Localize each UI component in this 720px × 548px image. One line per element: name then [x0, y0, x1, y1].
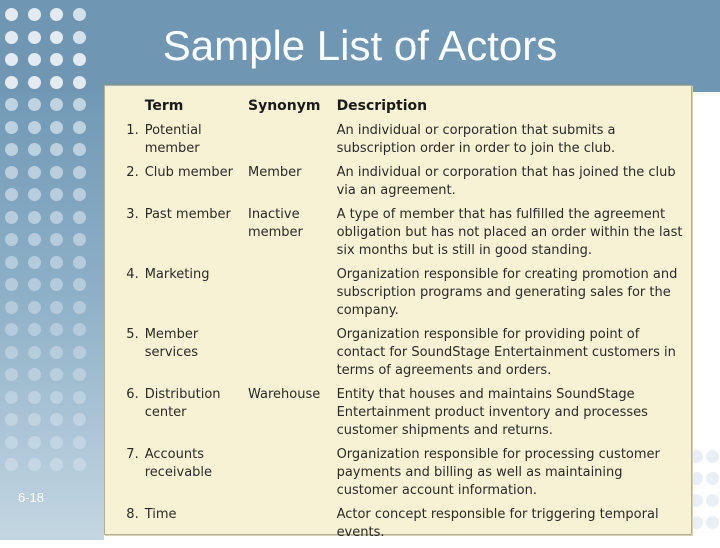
left-stripe: [0, 92, 104, 540]
decorative-dot: [5, 121, 18, 134]
table-row: [115, 506, 685, 548]
table-row: [115, 386, 685, 446]
decorative-dot: [28, 76, 41, 89]
decorative-dot: [73, 346, 86, 359]
decorative-dot: [73, 256, 86, 269]
decorative-dot: [50, 166, 63, 179]
decorative-dot: [5, 31, 18, 44]
decorative-dot: [50, 301, 63, 314]
row-number: 2.: [126, 165, 139, 180]
decorative-dot: [28, 391, 41, 404]
decorative-dot: [28, 436, 41, 449]
decorative-dot: [73, 413, 86, 426]
row-term: Potential member: [144, 123, 202, 156]
decorative-dot: [50, 391, 63, 404]
decorative-dot: [5, 346, 18, 359]
decorative-dot: [28, 256, 41, 269]
decorative-dot: [28, 346, 41, 359]
decorative-dot: [706, 450, 719, 463]
decorative-dot: [28, 413, 41, 426]
row-number: 4.: [126, 267, 139, 282]
decorative-dot: [73, 233, 86, 246]
decorative-dot: [50, 53, 63, 66]
decorative-dot: [5, 166, 18, 179]
decorative-dot: [5, 323, 18, 336]
decorative-dot: [5, 436, 18, 449]
row-description: Organization responsible for processing customer payments and billing as well as maintaining customer account information.: [336, 447, 660, 498]
decorative-dot: [28, 368, 41, 381]
header-term: Term: [144, 98, 184, 114]
decorative-dot: [73, 143, 86, 156]
decorative-dot: [50, 188, 63, 201]
table-row: [115, 446, 685, 506]
decorative-dot: [706, 494, 719, 507]
decorative-dot: [5, 391, 18, 404]
decorative-dot: [28, 458, 41, 471]
row-synonym: Member: [247, 165, 302, 180]
decorative-dot: [73, 391, 86, 404]
decorative-dot: [50, 256, 63, 269]
decorative-dot: [73, 188, 86, 201]
table-header-row: [115, 94, 685, 122]
header-number: [115, 94, 145, 122]
row-term: Member services: [144, 327, 199, 360]
decorative-dot: [28, 98, 41, 111]
decorative-dot: [73, 166, 86, 179]
row-term: Distribution center: [144, 387, 221, 420]
slide-title: Sample List of Actors: [162, 22, 558, 69]
row-term: Past member: [144, 207, 231, 222]
row-number: 5.: [126, 327, 139, 342]
row-description: Entity that houses and maintains SoundStage Entertainment product inventory and processes customer shipments and returns.: [336, 387, 648, 438]
decorative-dot: [50, 233, 63, 246]
decorative-dot: [28, 323, 41, 336]
slide-number: 6-18: [18, 490, 45, 505]
table-row: [115, 326, 685, 386]
decorative-dot: [5, 188, 18, 201]
decorative-dot: [5, 76, 18, 89]
row-synonym: [248, 122, 337, 164]
row-description: A type of member that has fulfilled the agreement obligation but has not placed an order within the last six months but is still in good standing.: [336, 207, 683, 258]
decorative-dot: [50, 8, 63, 21]
decorative-dot: [28, 278, 41, 291]
decorative-dot: [50, 413, 63, 426]
decorative-dot: [50, 76, 63, 89]
decorative-dot: [28, 233, 41, 246]
decorative-dot: [5, 413, 18, 426]
decorative-dot: [73, 278, 86, 291]
row-number: 7.: [126, 447, 139, 462]
row-term: Time: [144, 507, 177, 522]
decorative-dot: [5, 301, 18, 314]
row-number: 3.: [126, 207, 139, 222]
row-term: Accounts receivable: [144, 447, 213, 480]
decorative-dot: [50, 436, 63, 449]
decorative-dot: [73, 121, 86, 134]
decorative-dot: [28, 53, 41, 66]
decorative-dot: [706, 516, 719, 529]
row-synonym: [248, 446, 337, 506]
table-row: [115, 206, 685, 266]
decorative-dot: [28, 301, 41, 314]
row-term: Club member: [144, 165, 233, 180]
decorative-dot: [28, 143, 41, 156]
decorative-dot: [73, 301, 86, 314]
decorative-dot: [73, 211, 86, 224]
header-synonym: Synonym: [247, 98, 321, 114]
row-synonym: Warehouse: [247, 387, 321, 402]
row-description: Actor concept responsible for triggering temporal events.: [336, 507, 659, 540]
decorative-dot: [50, 346, 63, 359]
decorative-dot: [50, 98, 63, 111]
table-row: [115, 122, 685, 164]
decorative-dot: [28, 211, 41, 224]
decorative-dot: [50, 121, 63, 134]
decorative-dot: [50, 458, 63, 471]
decorative-dot: [28, 8, 41, 21]
decorative-dot: [50, 323, 63, 336]
decorative-dot: [73, 368, 86, 381]
decorative-dot: [50, 368, 63, 381]
decorative-dot: [73, 76, 86, 89]
row-synonym: [248, 266, 337, 326]
row-description: An individual or corporation that has joined the club via an agreement.: [336, 165, 676, 198]
decorative-dot: [5, 211, 18, 224]
row-number: 6.: [126, 387, 139, 402]
decorative-dot: [28, 31, 41, 44]
decorative-dot: [28, 166, 41, 179]
decorative-dot: [5, 53, 18, 66]
decorative-dot: [5, 256, 18, 269]
row-description: Organization responsible for providing point of contact for SoundStage Entertainment customers in terms of agreements and orders.: [336, 327, 676, 378]
row-term: Marketing: [144, 267, 210, 282]
decorative-dot: [5, 143, 18, 156]
actor-table: [115, 94, 685, 548]
row-synonym: [248, 506, 337, 548]
decorative-dot: [50, 31, 63, 44]
decorative-dot: [5, 458, 18, 471]
table-row: [115, 164, 685, 206]
row-synonym: [248, 326, 337, 386]
decorative-dot: [73, 98, 86, 111]
decorative-dot: [706, 472, 719, 485]
actor-table-panel: [104, 85, 692, 540]
decorative-dot: [73, 436, 86, 449]
decorative-dot: [5, 278, 18, 291]
decorative-dot: [5, 368, 18, 381]
decorative-dot: [73, 458, 86, 471]
decorative-dot: [28, 188, 41, 201]
decorative-dot: [50, 278, 63, 291]
row-synonym: Inactive member: [247, 207, 303, 240]
header-description: Description: [336, 98, 428, 114]
decorative-dot: [50, 143, 63, 156]
row-description: An individual or corporation that submits a subscription order in order to join the club.: [336, 123, 616, 156]
row-description: Organization responsible for creating promotion and subscription programs and generating sales for the company.: [336, 267, 678, 318]
decorative-dot: [5, 233, 18, 246]
decorative-dot: [50, 211, 63, 224]
table-row: [115, 266, 685, 326]
decorative-dot: [28, 121, 41, 134]
row-number: 8.: [126, 507, 139, 522]
decorative-dot: [73, 323, 86, 336]
decorative-dot: [5, 8, 18, 21]
row-number: 1.: [126, 123, 139, 138]
decorative-dot: [5, 98, 18, 111]
